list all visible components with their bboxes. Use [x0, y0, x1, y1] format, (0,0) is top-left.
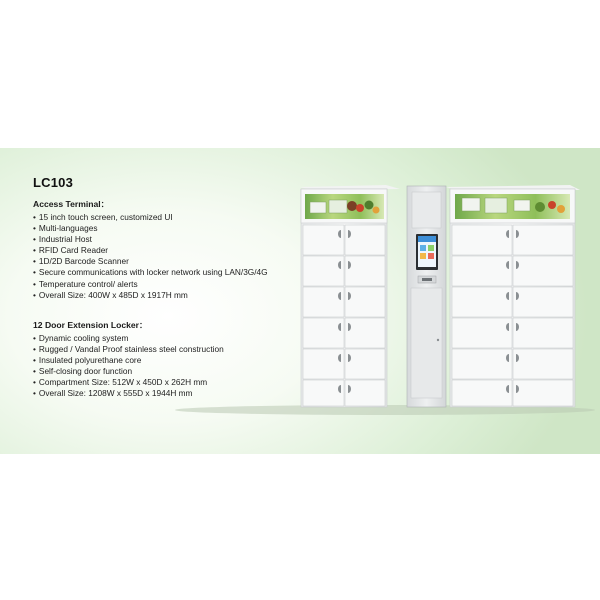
feature-item: • 1D/2D Barcode Scanner [33, 256, 268, 267]
feature-item: • RFID Card Reader [33, 245, 268, 256]
feature-item: • Overall Size: 1208W x 555D x 1944H mm [33, 388, 224, 399]
product-banner [0, 148, 600, 454]
feature-item: • Compartment Size: 512W x 450D x 262H mm [33, 377, 224, 388]
access-terminal-heading: Access Terminal： [33, 199, 110, 209]
feature-item: • Self-closing door function [33, 366, 224, 377]
feature-item: • Secure communications with locker network using LAN/3G/4G [33, 267, 268, 278]
left-locker-cabinet [300, 185, 400, 407]
feature-item: • Rugged / Vandal Proof stainless steel construction [33, 344, 224, 355]
feature-item: • Dynamic cooling system [33, 333, 224, 344]
feature-item: • Temperature control/ alerts [33, 279, 268, 290]
right-locker-cabinet [446, 185, 580, 407]
feature-item: • Multi-languages [33, 223, 268, 234]
access-terminal-unit [407, 186, 446, 407]
feature-item: • 15 inch touch screen, customized UI [33, 212, 268, 223]
locker-product-image [0, 148, 600, 454]
extension-locker-heading: 12 Door Extension Locker： [33, 320, 148, 330]
feature-item: • Industrial Host [33, 234, 268, 245]
feature-item: • Overall Size: 400W x 485D x 1917H mm [33, 290, 268, 301]
feature-item: • Insulated polyurethane core [33, 355, 224, 366]
model-title: LC103 [33, 175, 74, 190]
